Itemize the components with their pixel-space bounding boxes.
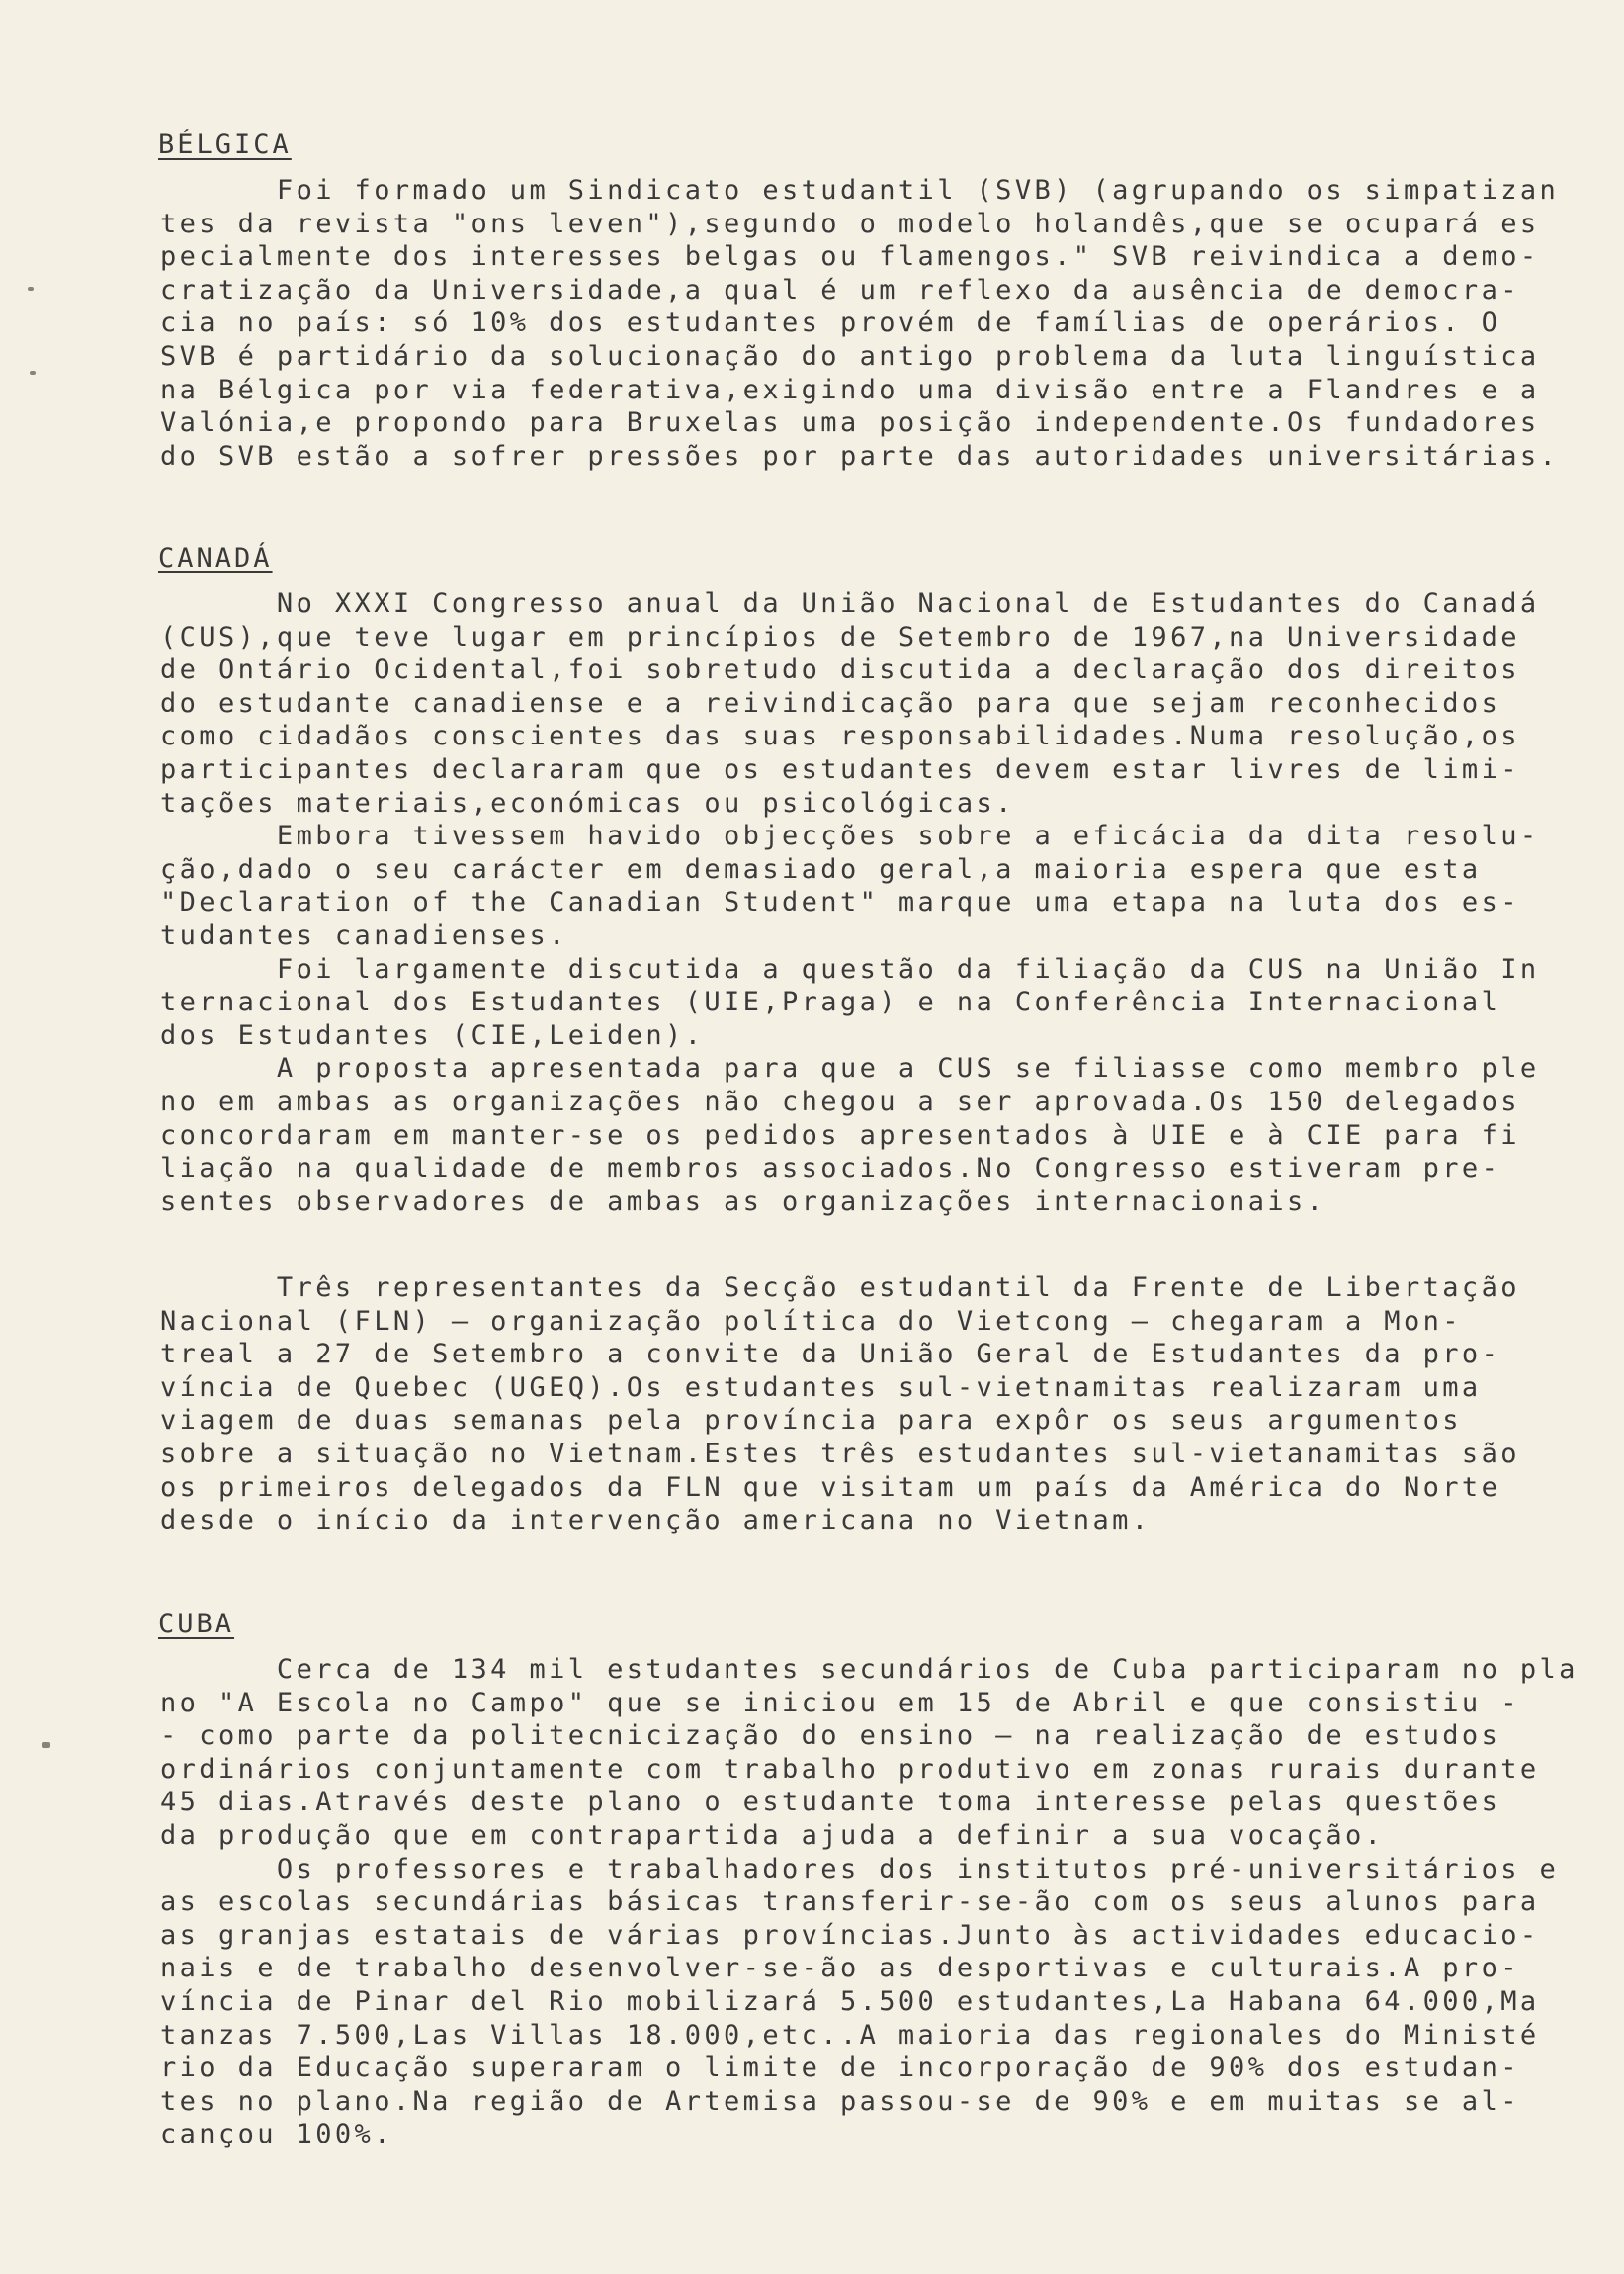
text-line: desde o início da intervenção americana no Vietnam. xyxy=(160,1505,1152,1536)
text-line: como cidadãos conscientes das suas responsabilidades.Numa resolução,os xyxy=(160,721,1520,752)
text-line: víncia de Pinar del Rio mobilizará 5.500 estudantes,La Habana 64.000,Ma xyxy=(160,1985,1540,2017)
text-line: concordaram em manter-se os pedidos apresentados à UIE e à CIE para fi xyxy=(160,1119,1520,1151)
text-line: Cerca de 134 mil estudantes secundários de Cuba participaram no pla xyxy=(160,1654,1579,1685)
text-line: cançou 100%. xyxy=(160,2119,393,2150)
text-line: do SVB estão a sofrer pressões por parte das autoridades universitárias. xyxy=(160,440,1560,472)
text-line: na Bélgica por via federativa,exigindo uma divisão entre a Flandres e a xyxy=(160,374,1540,405)
text-line: treal a 27 de Setembro a convite da União Geral de Estudantes da pro- xyxy=(160,1339,1501,1370)
text-line: cia no país: só 10% dos estudantes provém de famílias de operários. O xyxy=(160,307,1501,339)
text-line: víncia de Quebec (UGEQ).Os estudantes sul-vietnamitas realizaram uma xyxy=(160,1371,1482,1403)
text-line: ordinários conjuntamente com trabalho produtivo em zonas rurais durante xyxy=(160,1753,1540,1785)
text-line: (CUS),que teve lugar em princípios de Setembro de 1967,na Universidade xyxy=(160,621,1520,653)
text-line: tações materiais,económicas ou psicológicas. xyxy=(160,787,1015,819)
belgica-body xyxy=(160,174,1574,473)
section-heading-cuba: CUBA xyxy=(158,1609,235,1639)
text-line: nais e de trabalho desenvolver-se-ão as desportivas e culturais.A pro- xyxy=(160,1953,1520,1984)
text-line: os primeiros delegados da FLN que visitam um país da América do Norte xyxy=(160,1471,1501,1503)
text-line: no "A Escola no Campo" que se iniciou em 15 de Abril e que consistiu - xyxy=(160,1687,1520,1718)
text-line: cratização da Universidade,a qual é um reflexo da ausência de democra- xyxy=(160,274,1520,306)
text-line: "Declaration of the Canadian Student" marque uma etapa na luta dos es- xyxy=(160,887,1520,918)
section-heading-canada: CANADÁ xyxy=(158,543,273,573)
text-line: Os professores e trabalhadores dos institutos pré-universitários e xyxy=(160,1853,1560,1884)
text-line: no em ambas as organizações não chegou a ser aprovada.Os 150 delegados xyxy=(160,1086,1520,1117)
text-line: rio da Educação superaram o limite de incorporação de 90% dos estudan- xyxy=(160,2053,1520,2084)
text-line: as granjas estatais de várias províncias.Junto às actividades educacio- xyxy=(160,1919,1540,1951)
text-line: tudantes canadienses. xyxy=(160,919,568,951)
text-line: ção,dado o seu carácter em demasiado geral,a maioria espera que esta xyxy=(160,853,1482,885)
text-line: SVB é partidário da solucionação do antigo problema da luta linguística xyxy=(160,340,1540,372)
text-line: da produção que em contrapartida ajuda a definir a sua vocação. xyxy=(160,1819,1385,1851)
canada-fln-body xyxy=(160,1271,1574,1537)
text-line: tes da revista "ons leven"),segundo o modelo holandês,que se ocupará es xyxy=(160,208,1540,239)
text-line: ternacional dos Estudantes (UIE,Praga) e na Conferência Internacional xyxy=(160,987,1501,1018)
text-line: viagem de duas semanas pela província para expôr os seus argumentos xyxy=(160,1405,1462,1437)
text-line: Três representantes da Secção estudantil da Frente de Libertação xyxy=(160,1272,1520,1303)
text-line: A proposta apresentada para que a CUS se filiasse como membro ple xyxy=(160,1053,1540,1085)
text-line: Foi largamente discutida a questão da filiação da CUS na União In xyxy=(160,953,1540,985)
text-line: do estudante canadiense e a reivindicação para que sejam reconhecidos xyxy=(160,687,1501,719)
canada-body xyxy=(160,587,1574,1218)
margin-speck xyxy=(42,1742,50,1748)
text-line: as escolas secundárias básicas transferir-se-ão com os seus alunos para xyxy=(160,1886,1540,1918)
cuba-body xyxy=(160,1653,1579,2151)
margin-speck xyxy=(30,371,36,375)
margin-speck xyxy=(28,287,34,291)
text-line: dos Estudantes (CIE,Leiden). xyxy=(160,1019,705,1051)
text-line: Embora tivessem havido objecções sobre a eficácia da dita resolu- xyxy=(160,821,1540,852)
text-line: 45 dias.Através deste plano o estudante toma interesse pelas questões xyxy=(160,1787,1501,1818)
text-line: - como parte da politecnicização do ensino — na realização de estudos xyxy=(160,1720,1501,1752)
text-line: tes no plano.Na região de Artemisa passou-se de 90% e em muitas se al- xyxy=(160,2085,1520,2117)
text-line: Valónia,e propondo para Bruxelas uma posição independente.Os fundadores xyxy=(160,407,1540,439)
section-heading-belgica: BÉLGICA xyxy=(158,130,292,160)
text-line: Nacional (FLN) — organização política do Vietcong — chegaram a Mon- xyxy=(160,1305,1462,1337)
text-line: No XXXI Congresso anual da União Nacional de Estudantes do Canadá xyxy=(160,588,1540,619)
text-line: pecialmente dos interesses belgas ou flamengos." SVB reivindica a demo- xyxy=(160,241,1540,273)
text-line: liação na qualidade de membros associados.No Congresso estiveram pre- xyxy=(160,1153,1501,1184)
text-line: participantes declararam que os estudantes devem estar livres de limi- xyxy=(160,753,1520,785)
text-line: Foi formado um Sindicato estudantil (SVB) (agrupando os simpatizan xyxy=(160,175,1560,206)
text-line: sentes observadores de ambas as organizações internacionais. xyxy=(160,1185,1326,1217)
text-line: tanzas 7.500,Las Villas 18.000,etc..A maioria das regionales do Ministé xyxy=(160,2019,1540,2051)
text-line: de Ontário Ocidental,foi sobretudo discutida a declaração dos direitos xyxy=(160,655,1520,686)
text-line: sobre a situação no Vietnam.Estes três estudantes sul-vietanamitas são xyxy=(160,1438,1520,1469)
